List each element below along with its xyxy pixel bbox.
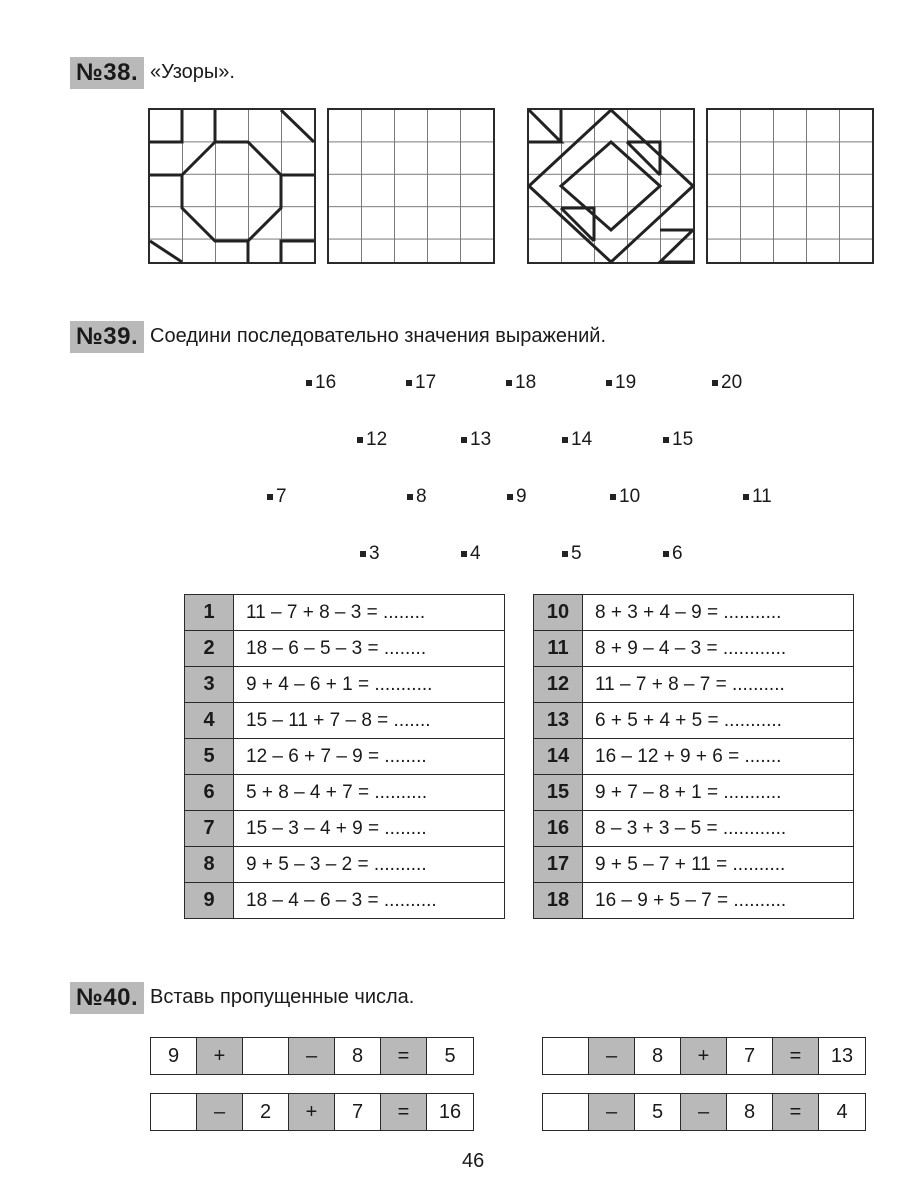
expression[interactable]: 8 + 3 + 4 – 9 = ........... bbox=[583, 595, 854, 631]
operator-cell: – bbox=[197, 1094, 243, 1130]
dot-number[interactable]: 4 bbox=[461, 543, 481, 565]
dot-number[interactable]: 9 bbox=[507, 486, 527, 508]
task-39-title: Соедини последовательно значения выражений. bbox=[150, 325, 606, 347]
equation-cell[interactable]: 5 bbox=[635, 1094, 681, 1130]
table-row bbox=[185, 595, 505, 631]
row-index: 14 bbox=[534, 739, 583, 775]
expression[interactable]: 16 – 9 + 5 – 7 = .......... bbox=[583, 883, 854, 919]
dot-number[interactable]: 12 bbox=[357, 429, 387, 451]
table-row bbox=[185, 883, 505, 919]
table-row bbox=[185, 739, 505, 775]
operator-cell: – bbox=[681, 1094, 727, 1130]
task-38-number: №38. bbox=[70, 57, 144, 89]
table-row bbox=[185, 775, 505, 811]
expression[interactable]: 15 – 11 + 7 – 8 = ....... bbox=[234, 703, 505, 739]
blank-cell[interactable] bbox=[543, 1038, 589, 1074]
task-38-title: «Узоры». bbox=[150, 61, 235, 83]
table-row bbox=[185, 703, 505, 739]
table-row bbox=[534, 595, 854, 631]
expression[interactable]: 9 + 7 – 8 + 1 = ........... bbox=[583, 775, 854, 811]
operator-cell: – bbox=[589, 1038, 635, 1074]
operator-cell: + bbox=[197, 1038, 243, 1074]
table-row bbox=[534, 775, 854, 811]
pattern-grid-2-empty[interactable] bbox=[327, 108, 495, 264]
row-index: 12 bbox=[534, 667, 583, 703]
task-40-number: №40. bbox=[70, 982, 144, 1014]
dot-number[interactable]: 18 bbox=[506, 372, 536, 394]
equation-cell[interactable]: 7 bbox=[335, 1094, 381, 1130]
expression[interactable]: 5 + 8 – 4 + 7 = .......... bbox=[234, 775, 505, 811]
table-row bbox=[185, 667, 505, 703]
operator-cell: = bbox=[381, 1094, 427, 1130]
expression[interactable]: 15 – 3 – 4 + 9 = ........ bbox=[234, 811, 505, 847]
expression[interactable]: 18 – 4 – 6 – 3 = .......... bbox=[234, 883, 505, 919]
row-index: 18 bbox=[534, 883, 583, 919]
expression[interactable]: 8 + 9 – 4 – 3 = ............ bbox=[583, 631, 854, 667]
expression[interactable]: 11 – 7 + 8 – 7 = .......... bbox=[583, 667, 854, 703]
expression[interactable]: 8 – 3 + 3 – 5 = ............ bbox=[583, 811, 854, 847]
operator-cell: + bbox=[289, 1094, 335, 1130]
equation-cell[interactable]: 8 bbox=[335, 1038, 381, 1074]
expression[interactable]: 9 + 5 – 7 + 11 = .......... bbox=[583, 847, 854, 883]
equation-cell[interactable]: 8 bbox=[727, 1094, 773, 1130]
table-row bbox=[534, 739, 854, 775]
pattern-grid-1 bbox=[148, 108, 316, 264]
row-index: 8 bbox=[185, 847, 234, 883]
row-index: 3 bbox=[185, 667, 234, 703]
operator-cell: = bbox=[773, 1094, 819, 1130]
pattern-grid-4-empty[interactable] bbox=[706, 108, 874, 264]
operator-cell: – bbox=[589, 1094, 635, 1130]
equation-cell[interactable]: 4 bbox=[836, 1100, 848, 1123]
dot-number[interactable]: 7 bbox=[267, 486, 287, 508]
dot-number[interactable]: 8 bbox=[407, 486, 427, 508]
dot-number[interactable]: 14 bbox=[562, 429, 592, 451]
table-row bbox=[185, 847, 505, 883]
dot-number[interactable]: 19 bbox=[606, 372, 636, 394]
table-row bbox=[534, 631, 854, 667]
equation-cell[interactable]: 16 bbox=[438, 1100, 462, 1123]
equation-row bbox=[542, 1093, 866, 1131]
table-row bbox=[534, 847, 854, 883]
equation-cell[interactable]: 13 bbox=[830, 1044, 854, 1067]
task-39-number: №39. bbox=[70, 321, 144, 353]
operator-cell: – bbox=[289, 1038, 335, 1074]
dot-number[interactable]: 15 bbox=[663, 429, 693, 451]
expression[interactable]: 18 – 6 – 5 – 3 = ........ bbox=[234, 631, 505, 667]
blank-cell[interactable] bbox=[151, 1094, 197, 1130]
table-row bbox=[534, 703, 854, 739]
dot-number[interactable]: 10 bbox=[610, 486, 640, 508]
row-index: 10 bbox=[534, 595, 583, 631]
operator-cell: + bbox=[681, 1038, 727, 1074]
dot-number[interactable]: 16 bbox=[306, 372, 336, 394]
dot-number[interactable]: 13 bbox=[461, 429, 491, 451]
expression[interactable]: 16 – 12 + 9 + 6 = ....... bbox=[583, 739, 854, 775]
equation-cell[interactable]: 8 bbox=[635, 1038, 681, 1074]
expression[interactable]: 12 – 6 + 7 – 9 = ........ bbox=[234, 739, 505, 775]
row-index: 17 bbox=[534, 847, 583, 883]
table-row bbox=[185, 811, 505, 847]
table-row bbox=[185, 631, 505, 667]
row-index: 2 bbox=[185, 631, 234, 667]
row-index: 11 bbox=[534, 631, 583, 667]
row-index: 7 bbox=[185, 811, 234, 847]
row-index: 15 bbox=[534, 775, 583, 811]
expressions-table-right bbox=[533, 594, 854, 919]
row-index: 1 bbox=[185, 595, 234, 631]
dot-number[interactable]: 5 bbox=[562, 543, 582, 565]
pattern-1-drawing bbox=[148, 108, 316, 264]
equation-row bbox=[542, 1037, 866, 1075]
blank-cell[interactable] bbox=[543, 1094, 589, 1130]
table-row bbox=[534, 883, 854, 919]
pattern-grid-3 bbox=[527, 108, 695, 264]
row-index: 16 bbox=[534, 811, 583, 847]
equation-cell[interactable]: 5 bbox=[444, 1044, 456, 1067]
task-40-title: Вставь пропущенные числа. bbox=[150, 986, 415, 1008]
equation-cell[interactable]: 9 bbox=[151, 1038, 197, 1074]
dot-number[interactable]: 11 bbox=[743, 486, 772, 508]
row-index: 4 bbox=[185, 703, 234, 739]
dot-number[interactable]: 6 bbox=[663, 543, 683, 565]
expressions-table-left bbox=[184, 594, 505, 919]
page-number: 46 bbox=[462, 1150, 485, 1172]
equation-row bbox=[150, 1093, 474, 1131]
dot-number[interactable]: 17 bbox=[406, 372, 436, 394]
pattern-3-drawing bbox=[527, 108, 695, 264]
expression[interactable]: 11 – 7 + 8 – 3 = ........ bbox=[234, 595, 505, 631]
table-row bbox=[534, 667, 854, 703]
table-row bbox=[534, 811, 854, 847]
row-index: 6 bbox=[185, 775, 234, 811]
operator-cell: = bbox=[381, 1038, 427, 1074]
dot-number[interactable]: 20 bbox=[712, 372, 742, 394]
row-index: 9 bbox=[185, 883, 234, 919]
equation-cell[interactable]: 7 bbox=[727, 1038, 773, 1074]
expression[interactable]: 9 + 4 – 6 + 1 = ........... bbox=[234, 667, 505, 703]
operator-cell: = bbox=[773, 1038, 819, 1074]
blank-cell[interactable] bbox=[243, 1038, 289, 1074]
row-index: 5 bbox=[185, 739, 234, 775]
expression[interactable]: 9 + 5 – 3 – 2 = .......... bbox=[234, 847, 505, 883]
dot-number[interactable]: 3 bbox=[360, 543, 380, 565]
equation-cell[interactable]: 2 bbox=[243, 1094, 289, 1130]
row-index: 13 bbox=[534, 703, 583, 739]
expression[interactable]: 6 + 5 + 4 + 5 = ........... bbox=[583, 703, 854, 739]
equation-row bbox=[150, 1037, 474, 1075]
